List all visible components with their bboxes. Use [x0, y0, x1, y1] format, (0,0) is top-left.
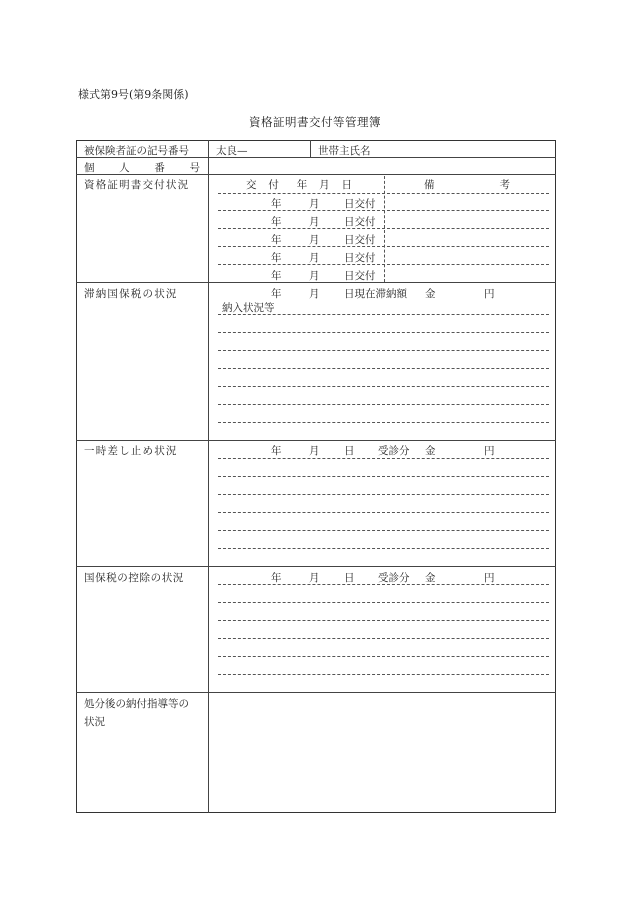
individual-number-label: 個 人 番 号	[84, 162, 200, 174]
issue-date-header: 交 付 年 月 日	[246, 179, 352, 191]
dotted-line	[218, 656, 549, 657]
dotted-line	[218, 228, 549, 229]
dotted-line	[218, 332, 549, 333]
insured-card-value[interactable]: 太良—	[216, 145, 248, 157]
suspension-label: 一時差し止め状況	[84, 445, 178, 457]
dotted-line	[218, 512, 549, 513]
guidance-label: 処分後の納付指導等の 状況	[84, 698, 189, 728]
dotted-line	[218, 584, 549, 585]
insured-card-label: 被保険者証の記号番号	[84, 145, 189, 157]
dotted-line	[218, 368, 549, 369]
value-divider	[310, 140, 311, 157]
dotted-line	[218, 476, 549, 477]
payment-status-label: 納入状況等	[222, 302, 275, 314]
dotted-line	[218, 620, 549, 621]
dotted-line	[218, 210, 549, 211]
dotted-line	[218, 494, 549, 495]
dotted-line	[218, 530, 549, 531]
deduction-label: 国保税の控除の状況	[84, 572, 184, 584]
dotted-line	[218, 264, 549, 265]
guidance-entry-area[interactable]	[210, 694, 554, 811]
row-divider	[76, 440, 556, 441]
form-number: 様式第9号(第9条関係)	[78, 88, 189, 101]
dotted-line	[218, 602, 549, 603]
dotted-line	[218, 458, 549, 459]
label-column-divider	[208, 140, 209, 813]
row-divider	[76, 566, 556, 567]
issue-status-label: 資格証明書交付状況	[84, 179, 190, 191]
document-title: 資格証明書交付等管理簿	[249, 115, 381, 129]
dotted-line	[218, 548, 549, 549]
dotted-line	[218, 246, 549, 247]
householder-label: 世帯主氏名	[318, 145, 371, 157]
dotted-line	[218, 193, 549, 194]
delinquent-tax-label: 滞納国保税の状況	[84, 288, 178, 300]
issue-column-divider	[384, 176, 385, 282]
dotted-line	[218, 386, 549, 387]
dotted-line	[218, 674, 549, 675]
row-divider	[76, 692, 556, 693]
dotted-line	[218, 404, 549, 405]
remarks-header: 備 考	[424, 179, 510, 191]
dotted-line	[218, 422, 549, 423]
dotted-line	[218, 350, 549, 351]
dotted-line	[218, 314, 549, 315]
dotted-line	[218, 638, 549, 639]
